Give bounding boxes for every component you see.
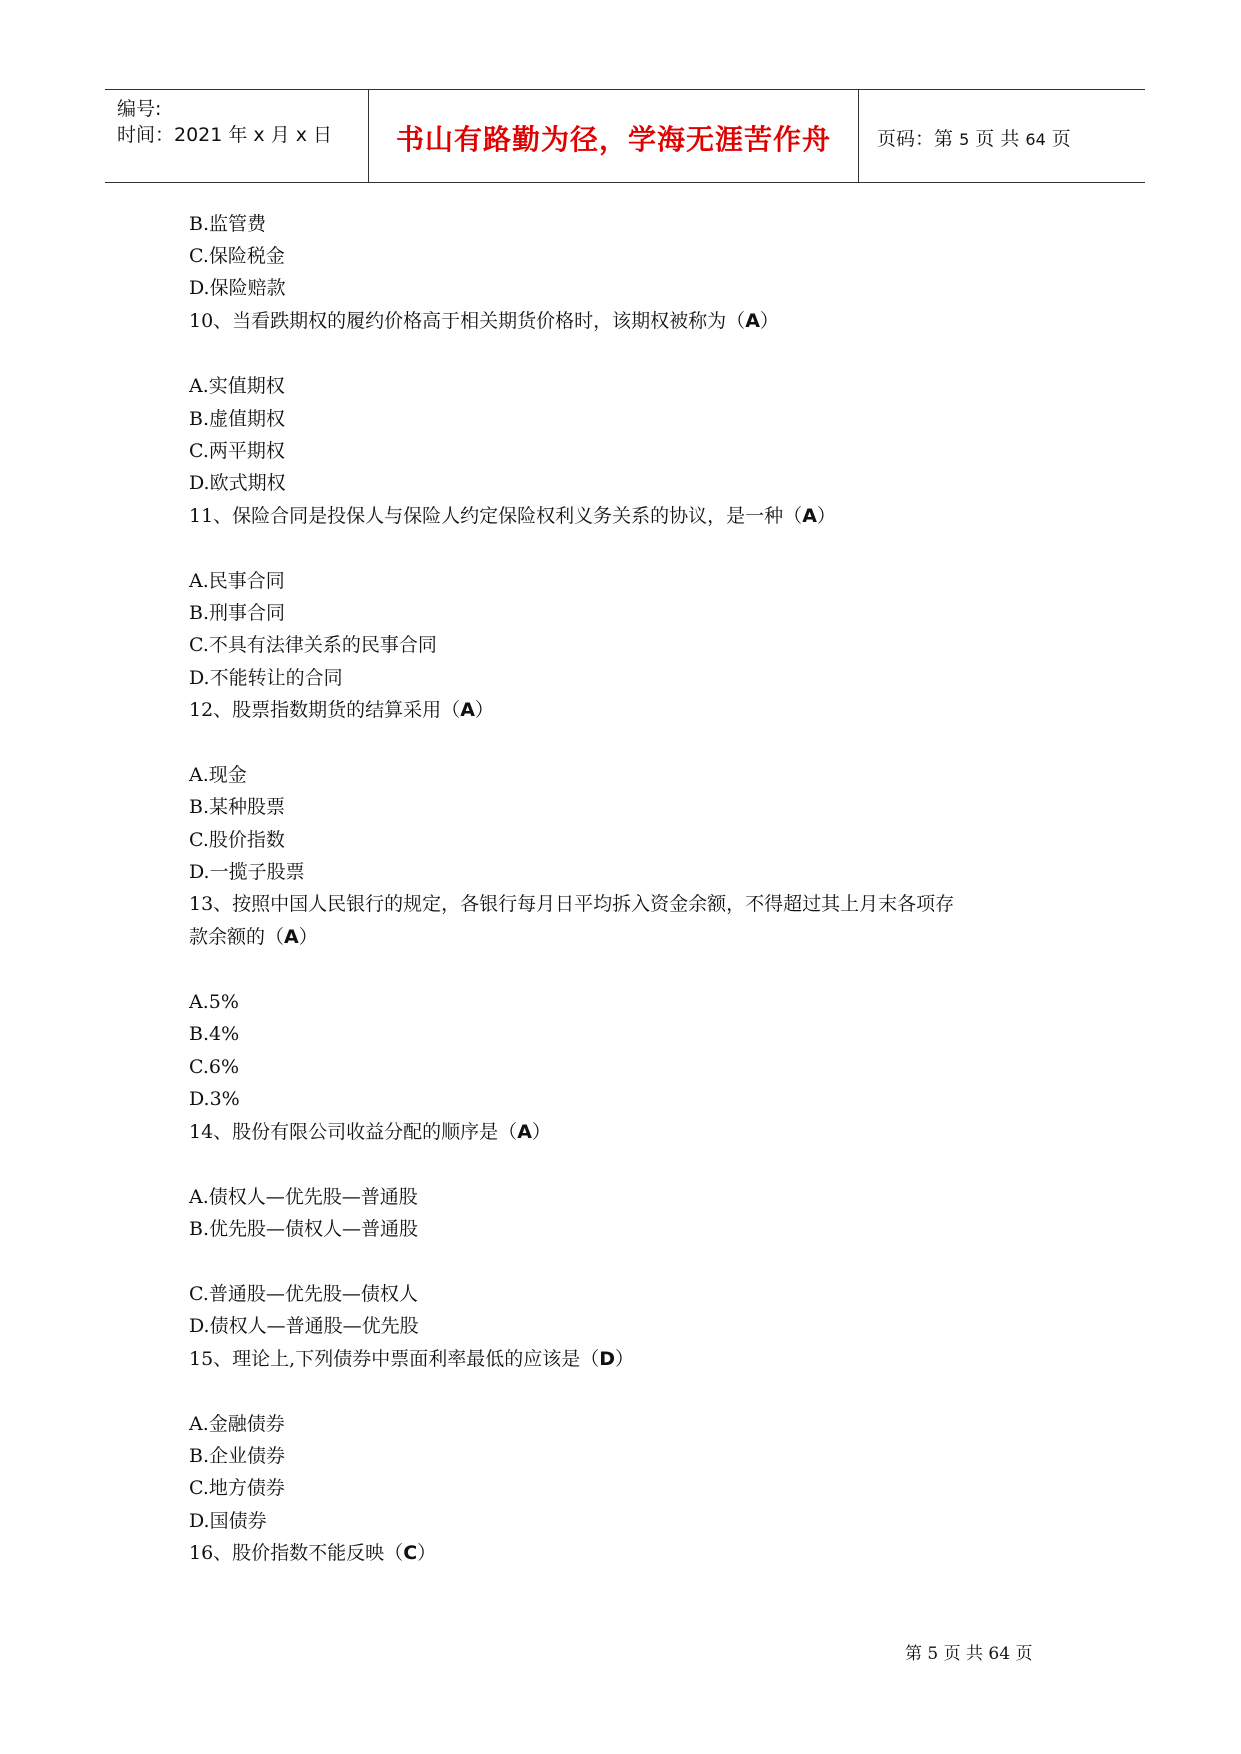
question-line (189, 1347, 634, 1371)
document-number-label: 编号: (117, 98, 162, 120)
option-line (189, 1444, 285, 1468)
line-text: B.优先股—债权人—普通股 (189, 1218, 419, 1240)
option-line (189, 569, 285, 593)
page-current: 5 (959, 130, 970, 149)
line-text: C.不具有法律关系的民事合同 (189, 634, 437, 656)
header-page-cell (859, 90, 1145, 182)
option-line (189, 860, 305, 884)
question-line (189, 1120, 551, 1144)
option-line (189, 1217, 418, 1241)
answer-letter: A (517, 1121, 532, 1143)
line-text: C.保险税金 (189, 245, 285, 267)
line-text: D.欧式期权 (189, 472, 286, 494)
option-line (189, 1314, 419, 1338)
line-text: A.民事合同 (189, 570, 285, 592)
option-line (189, 1509, 267, 1533)
option-line (189, 1022, 239, 1046)
option-line (189, 1282, 418, 1306)
option-line (189, 763, 247, 787)
question-line (189, 309, 779, 333)
line-text: 10、当看跌期权的履约价格高于相关期货价格时，该期权被称为（ (189, 310, 746, 332)
answer-close-paren: ） (417, 1542, 437, 1564)
line-text: C.6% (189, 1056, 240, 1078)
page-mid: 页 共 (975, 128, 1020, 150)
line-text: C.两平期权 (189, 440, 285, 462)
option-line (189, 601, 285, 625)
page-suffix: 页 (1051, 128, 1071, 150)
answer-letter: A (745, 310, 760, 332)
answer-close-paren: ） (759, 310, 779, 332)
line-text: B.监管费 (189, 213, 267, 235)
line-text: A.现金 (189, 764, 247, 786)
option-line (189, 795, 285, 819)
answer-letter: A (460, 699, 475, 721)
answer-close-paren: ） (298, 926, 318, 948)
option-line (189, 1087, 240, 1111)
option-line (189, 828, 285, 852)
option-line (189, 892, 954, 916)
line-text: B.虚值期权 (189, 408, 286, 430)
answer-letter: C (403, 1542, 418, 1564)
line-text: A.实值期权 (189, 375, 285, 397)
option-line (189, 1055, 239, 1079)
answer-close-paren: ） (615, 1348, 635, 1370)
line-text: 14、股份有限公司收益分配的顺序是（ (189, 1121, 518, 1143)
line-text: D.债权人—普通股—优先股 (189, 1315, 419, 1337)
option-line (189, 990, 239, 1014)
header-motto: 书山有路勤为径，学海无涯苦作舟 (395, 123, 831, 156)
line-text: 13、按照中国人民银行的规定，各银行每月日平均拆入资金余额，不得超过其上月末各项存 (189, 893, 955, 915)
line-text: B.4% (189, 1023, 240, 1045)
answer-letter: A (802, 505, 817, 527)
header-motto-cell (369, 90, 859, 182)
line-text: A.债权人—优先股—普通股 (189, 1186, 418, 1208)
page-footer: 第 5 页 共 64 页 (905, 1644, 1033, 1664)
page-header (105, 89, 1145, 183)
option-line (189, 244, 285, 268)
option-line (189, 633, 437, 657)
option-line (189, 666, 343, 690)
page-total: 64 (1025, 130, 1046, 149)
option-line (189, 1476, 285, 1500)
line-text: D.保险赔款 (189, 277, 286, 299)
line-text: 款余额的（ (189, 926, 285, 948)
question-line (189, 504, 836, 528)
line-text: 11、保险合同是投保人与保险人约定保险权利义务关系的协议，是一种（ (189, 505, 803, 527)
line-text: C.股价指数 (189, 829, 285, 851)
line-text: 15、理论上,下列债券中票面利率最低的应该是（ (189, 1348, 600, 1370)
line-text: D.3% (189, 1088, 240, 1110)
answer-close-paren: ） (816, 505, 836, 527)
header-page-info (877, 124, 1071, 151)
question-line (189, 698, 494, 722)
answer-letter: D (599, 1348, 615, 1370)
option-line (189, 1412, 285, 1436)
option-line (189, 471, 286, 495)
line-text: D.国债券 (189, 1510, 267, 1532)
page-prefix: 页码：第 (877, 128, 954, 150)
line-text: 12、股票指数期货的结算采用（ (189, 699, 461, 721)
line-text: B.刑事合同 (189, 602, 286, 624)
line-text: C.普通股—优先股—债权人 (189, 1283, 418, 1305)
line-text: D.一揽子股票 (189, 861, 305, 883)
option-line (189, 276, 286, 300)
header-meta-cell (105, 90, 369, 182)
question-line (189, 1541, 436, 1565)
line-text: D.不能转让的合同 (189, 667, 343, 689)
option-line (189, 212, 266, 236)
answer-close-paren: ） (531, 1121, 551, 1143)
line-text: A.金融债券 (189, 1413, 285, 1435)
answer-close-paren: ） (474, 699, 494, 721)
line-text: B.企业债券 (189, 1445, 286, 1467)
line-text: 16、股价指数不能反映（ (189, 1542, 404, 1564)
question-line (189, 925, 318, 949)
line-text: A.5% (189, 991, 239, 1013)
option-line (189, 1185, 418, 1209)
answer-letter: A (284, 926, 299, 948)
option-line (189, 407, 285, 431)
option-line (189, 374, 285, 398)
option-line (189, 439, 285, 463)
document-time-label: 时间：2021 年 x 月 x 日 (117, 124, 333, 146)
line-text: B.某种股票 (189, 796, 286, 818)
line-text: C.地方债券 (189, 1477, 285, 1499)
